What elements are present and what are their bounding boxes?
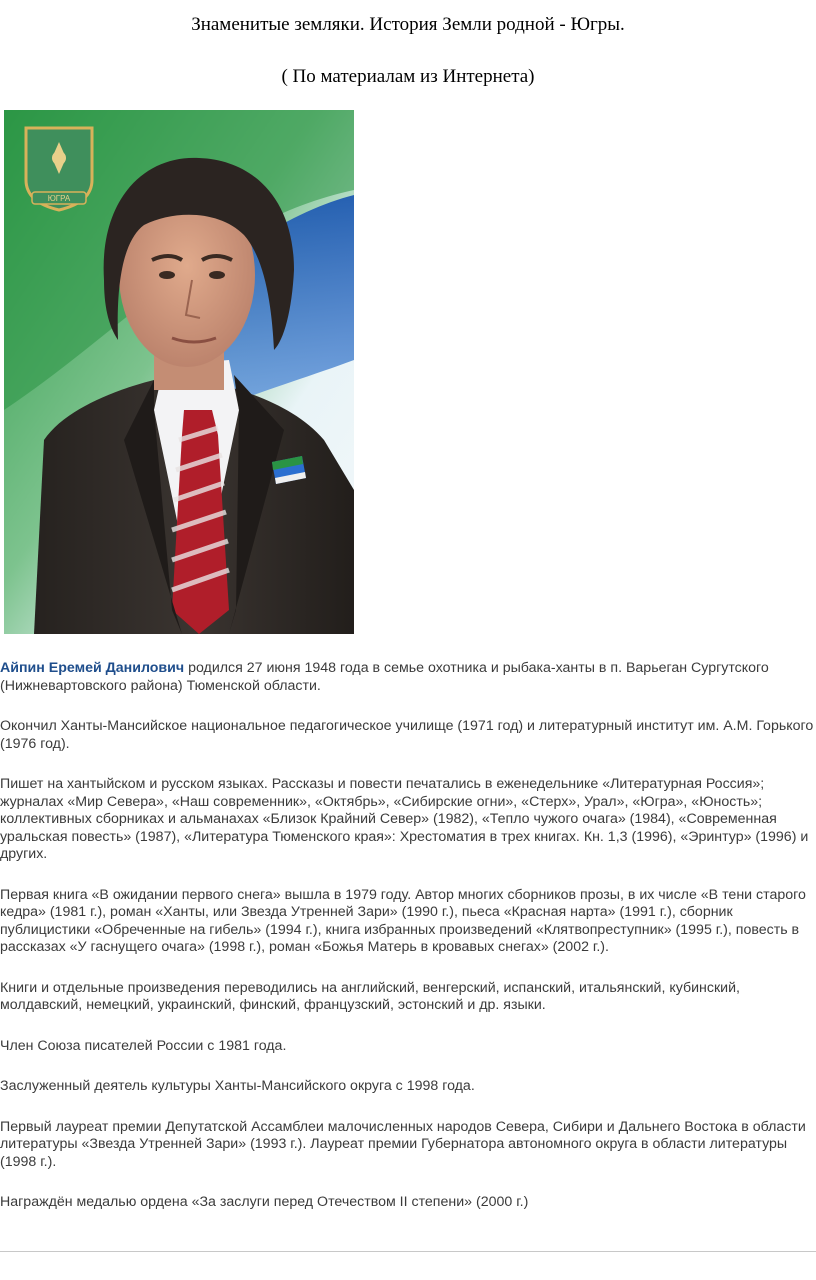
coat-of-arms-icon (26, 128, 92, 210)
biography (0, 660, 816, 1235)
bio-paragraph-medal: Награждён медалью ордена «За заслуги перед Отечеством II степени» (2000 г.) (0, 1194, 529, 1210)
footer-divider (0, 1251, 816, 1252)
bio-paragraph-publications: Пишет на хантыйском и русском языках. Рассказы и повести печатались в еженедельнике «Литературная Россия»; журналах «Мир Севера», «Наш современник», «Октябрь», «Сибирские огни», «Стерх», Урал», «Югра», «Юность»; коллективных сборниках и альманахах «Близок Крайний Север» (1982), «Тепло чужого очага» (1984), «Современная уральская повесть» (1987), «Литература Тюменского края»: Хрестоматия в трех книгах. Кн. 1,3 (1996), «Эринтур» (1996) и других. (0, 776, 809, 862)
page-subtitle: ( По материалам из Интернета) (281, 66, 535, 87)
bio-paragraph-awards: Первый лауреат премии Депутатской Ассамблеи малочисленных народов Севера, Сибири и Дальнего Востока в области литературы «Звезда Утренней Зари» (1993 г.). Лауреат премии Губернатора автономного округа в области литературы (1998 г.). (0, 1118, 806, 1170)
portrait-photo (4, 110, 354, 634)
person-name: Айпин Еремей Данилович (0, 660, 185, 676)
bio-paragraph-translations: Книги и отдельные произведения переводились на английский, венгерский, испанский, итальянский, кубинский, молдавский, немецкий, украинский, финский, французский, эстонский и др. языки. (0, 979, 740, 1013)
bio-paragraph-books: Первая книга «В ожидании первого снега» вышла в 1979 году. Автор многих сборников прозы, в их числе «В тени старого кедра» (1981 г.), роман «Ханты, или Звезда Утренней Зари» (1990 г.), пьеса «Красная нарта» (1991 г.), сборник публицистики «Обреченные на гибель» (1994 г.), книга избранных произведений «Клятвопреступник» (1995 г.), повесть в рассказах «У гаснущего очага» (1998 г.), роман «Божья Матерь в кровавых снегах» (2002 г.). (0, 886, 806, 955)
bio-paragraph-education: Окончил Ханты-Мансийское национальное педагогическое училище (1971 год) и литературный институт им. А.М. Горького (1976 год). (0, 718, 814, 752)
bio-paragraph-birth (0, 660, 816, 695)
bio-paragraph-membership: Член Союза писателей России с 1981 года. (0, 1037, 287, 1054)
bio-birth-text: родился 27 июня 1948 года в семье охотника и рыбака-ханты в п. Варьеган Сургутского (Нижневартовского района) Тюменской области. (0, 660, 769, 694)
page-title: Знаменитые земляки. История Земли родной - Югры. (191, 14, 625, 35)
svg-text:ЮГРА: ЮГРА (47, 194, 71, 203)
bio-paragraph-honored: Заслуженный деятель культуры Ханты-Мансийского округа с 1998 года. (0, 1078, 475, 1094)
